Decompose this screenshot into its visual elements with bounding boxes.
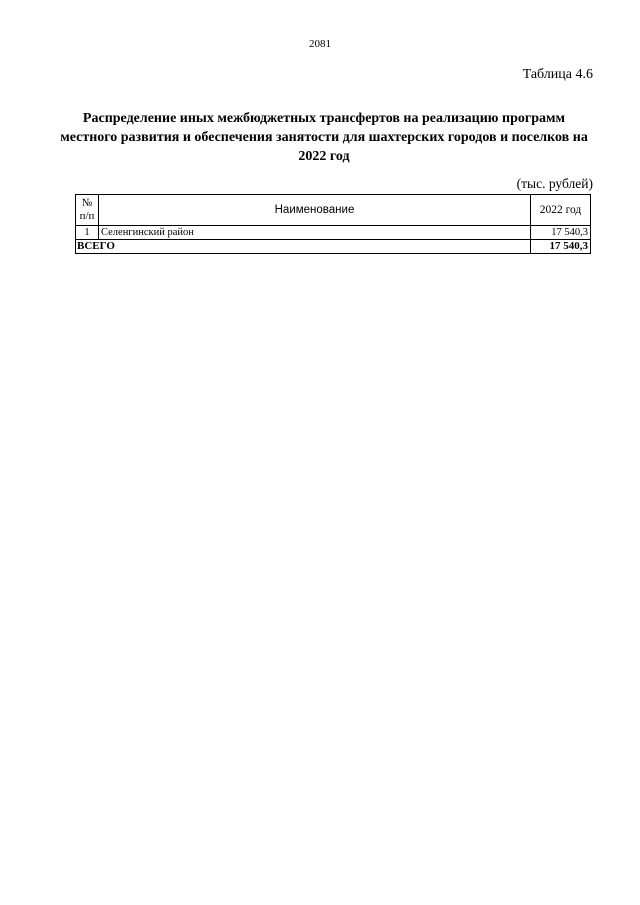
units-label: (тыс. рублей) [516,176,593,191]
page-number: 2081 [309,38,331,50]
header-number-abbr: п/п [79,210,95,222]
header-number [76,195,99,226]
table-header-row [76,195,591,226]
header-year: 2022 год [531,195,591,226]
row-name: Селенгинский район [99,226,531,240]
table-label: Таблица 4.6 [522,67,593,82]
header-number-symbol: № [81,197,93,209]
document-title: Распределение иных межбюджетных трансфертов на реализацию программ местного развития и обеспечения занятости для шахтерских городов и поселков на 2022 год [60,111,588,164]
header-name: Наименование [99,195,531,226]
total-row [76,240,591,254]
row-value: 17 540,3 [531,226,591,240]
total-value: 17 540,3 [531,240,591,254]
total-label: ВСЕГО [76,240,531,254]
distribution-table [75,194,591,254]
table-row [76,226,591,240]
row-number: 1 [76,226,99,240]
